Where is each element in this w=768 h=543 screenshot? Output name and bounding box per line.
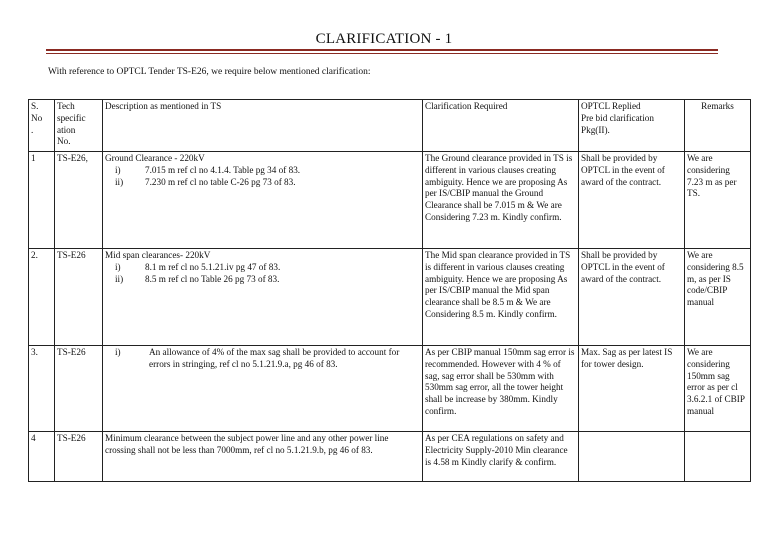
cell-sno: 3. (29, 346, 55, 432)
document-title: CLARIFICATION - 1 (315, 31, 453, 47)
cell-tech: TS-E26 (55, 346, 103, 432)
cell-description (103, 152, 423, 249)
header-tech-spec: Tech specific ation No. (55, 100, 103, 152)
cell-remarks (685, 432, 751, 482)
cell-sno: 1 (29, 152, 55, 249)
cell-optcl-reply: Shall be provided by OPTCL in the event of award of the contract. (579, 249, 685, 346)
cell-clarification: As per CBIP manual 150mm sag error is recommended. However with 4 % of sag, sag error shall be 530mm with 530mm sag error, all the tower height shall be increase by 380mm. Kindly confirm. (423, 346, 579, 432)
cell-remarks: We are considering 150mm sag error as per cl 3.6.2.1 of CBIP manual (685, 346, 751, 432)
cell-description: Minimum clearance between the subject power line and any other power line crossing shall not be less than 7000mm, ref cl no 5.1.21.9.b, pg 46 of 83. (103, 432, 423, 482)
header-clarification: Clarification Required (423, 100, 579, 152)
header-sno: S. No . (29, 100, 55, 152)
cell-clarification: The Mid span clearance provided in TS is different in various clauses creating ambiguity. Hence we are proposing As per IS/CBIP manual the Mid span clearance shall be 8.5 m & We are Considering 8.5 m. Kindly confirm. (423, 249, 579, 346)
header-optcl-replied: OPTCL Replied Pre bid clarification Pkg(II). (579, 100, 685, 152)
cell-sno: 2. (29, 249, 55, 346)
intro-text: With reference to OPTCL Tender TS-E26, we require below mentioned clarification: (48, 67, 371, 77)
cell-clarification: The Ground clearance provided in TS is different in various clauses creating ambiguity. Hence we are proposing As per IS/CBIP manual the Ground Clearance shall be 7.015 m & We are Considering 7.23 m. Kindly confirm. (423, 152, 579, 249)
cell-remarks: We are considering 7.23 m as per TS. (685, 152, 751, 249)
cell-optcl-reply (579, 432, 685, 482)
header-description: Description as mentioned in TS (103, 100, 423, 152)
table-row (29, 249, 751, 346)
cell-sno: 4 (29, 432, 55, 482)
description-item: ii) 8.5 m ref cl no Table 26 pg 73 of 83. (115, 273, 280, 284)
cell-optcl-reply: Max. Sag as per latest IS for tower design. (579, 346, 685, 432)
description-item: i) 7.015 m ref cl no 4.1.4. Table pg 34 of 83. (115, 164, 301, 175)
title-divider-thin (46, 53, 718, 54)
cell-tech: TS-E26 (55, 432, 103, 482)
description-title: Ground Clearance - 220kV (105, 153, 205, 163)
table-row (29, 346, 751, 432)
title-divider (46, 49, 718, 51)
cell-optcl-reply: Shall be provided by OPTCL in the event of award of the contract. (579, 152, 685, 249)
description-item: i) An allowance of 4% of the max sag shall be provided to account for errors in stringing, ref cl no 5.1.21.9.a, pg 46 of 83. (115, 347, 400, 369)
table-header-row (29, 100, 751, 152)
cell-description (103, 249, 423, 346)
cell-description (103, 346, 423, 432)
clarification-table (28, 99, 751, 482)
cell-remarks: We are considering 8.5 m, as per IS code/CBIP manual (685, 249, 751, 346)
description-item: ii) 7.230 m ref cl no table C-26 pg 73 of 83. (115, 176, 296, 187)
description-item: i) 8.1 m ref cl no 5.1.21.iv pg 47 of 83. (115, 261, 281, 272)
header-remarks: Remarks (685, 100, 751, 152)
cell-tech: TS-E26 (55, 249, 103, 346)
table-row (29, 432, 751, 482)
description-title: Mid span clearances- 220kV (105, 250, 211, 260)
cell-tech: TS-E26, (55, 152, 103, 249)
table-row (29, 152, 751, 249)
cell-clarification: As per CEA regulations on safety and Electricity Supply-2010 Min clearance is 4.58 m Kindly clarify & confirm. (423, 432, 579, 482)
